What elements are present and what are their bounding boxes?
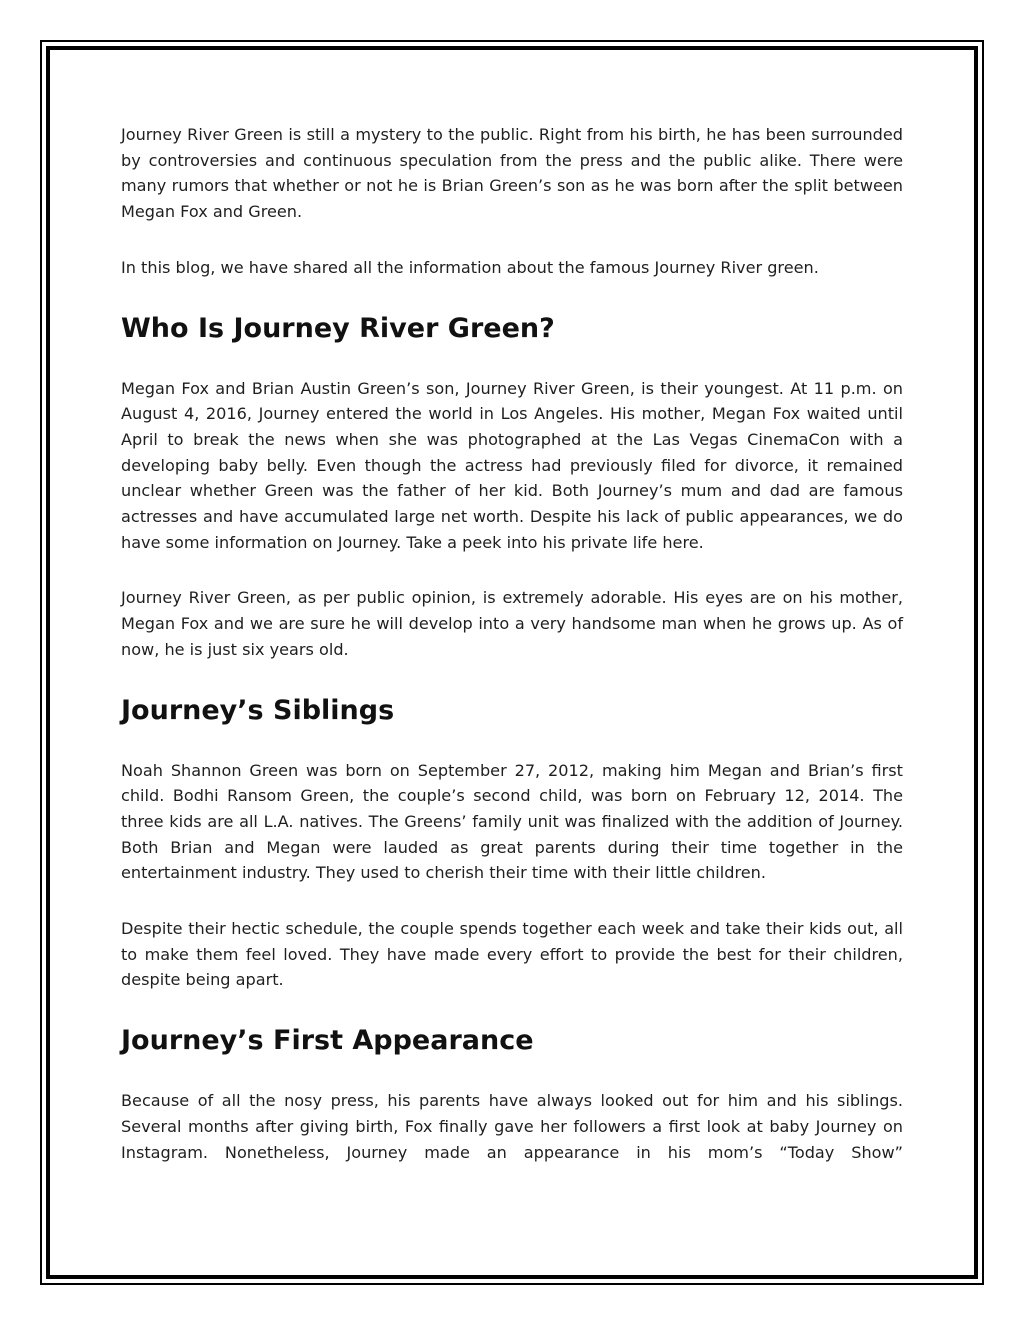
who-paragraph-2: Journey River Green, as per public opinion, is extremely adorable. His eyes are on his mother, Megan Fox and we are sure he will develop into a very handsome man when he grows up. As of now, he is just six years old.: [121, 588, 903, 659]
siblings-paragraph-1: Noah Shannon Green was born on September 27, 2012, making him Megan and Brian’s first child. Bodhi Ransom Green, the couple’s second child, was born on February 12, 2014. The three kids are all L.A. natives. The Greens’ family unit was finalized with the addition of Journey. Both Brian and Megan were lauded as great parents during their time together in the entertainment industry. They used to cherish their time with their little children.: [121, 760, 903, 883]
who-paragraph-1: Megan Fox and Brian Austin Green’s son, Journey River Green, is their youngest. At 11 p.m. on August 4, 2016, Journey entered the world in Los Angeles. His mother, Megan Fox waited until April to break the news when she was photographed at the Las Vegas CinemaCon with a developing baby belly. Even though the actress had previously filed for divorce, it remained unclear whether Green was the father of her kid. Both Journey’s mum and dad are famous actresses and have accumulated large net worth. Despite his lack of public appearances, we do have some information on Journey. Take a peek into his private life here.: [121, 378, 903, 552]
heading-who-is-journey: Who Is Journey River Green?: [121, 312, 555, 344]
intro-paragraph: Journey River Green is still a mystery to the public. Right from his birth, he has been surrounded by controversies and continuous speculation from the press and the public alike. There were many rumors that whether or not he is Brian Green’s son as he was born after the split between Megan Fox and Green.: [121, 125, 903, 222]
document-body: [121, 122, 903, 1165]
siblings-paragraph-2: Despite their hectic schedule, the couple spends together each week and take their kids out, all to make them feel loved. They have made every effort to provide the best for their children, despite being apart.: [121, 919, 903, 990]
heading-first-appearance: Journey’s First Appearance: [121, 1025, 534, 1057]
appearance-paragraph-1: Because of all the nosy press, his parents have always looked out for him and his siblings. Several months after giving birth, Fox finally gave her followers a first look at baby Journey on Instagram. Nonetheless, Journey made an appearance in his mom’s “Today Show”: [121, 1091, 903, 1162]
heading-siblings: Journey’s Siblings: [121, 694, 395, 726]
intro-summary-paragraph: In this blog, we have shared all the information about the famous Journey River green.: [121, 257, 819, 277]
